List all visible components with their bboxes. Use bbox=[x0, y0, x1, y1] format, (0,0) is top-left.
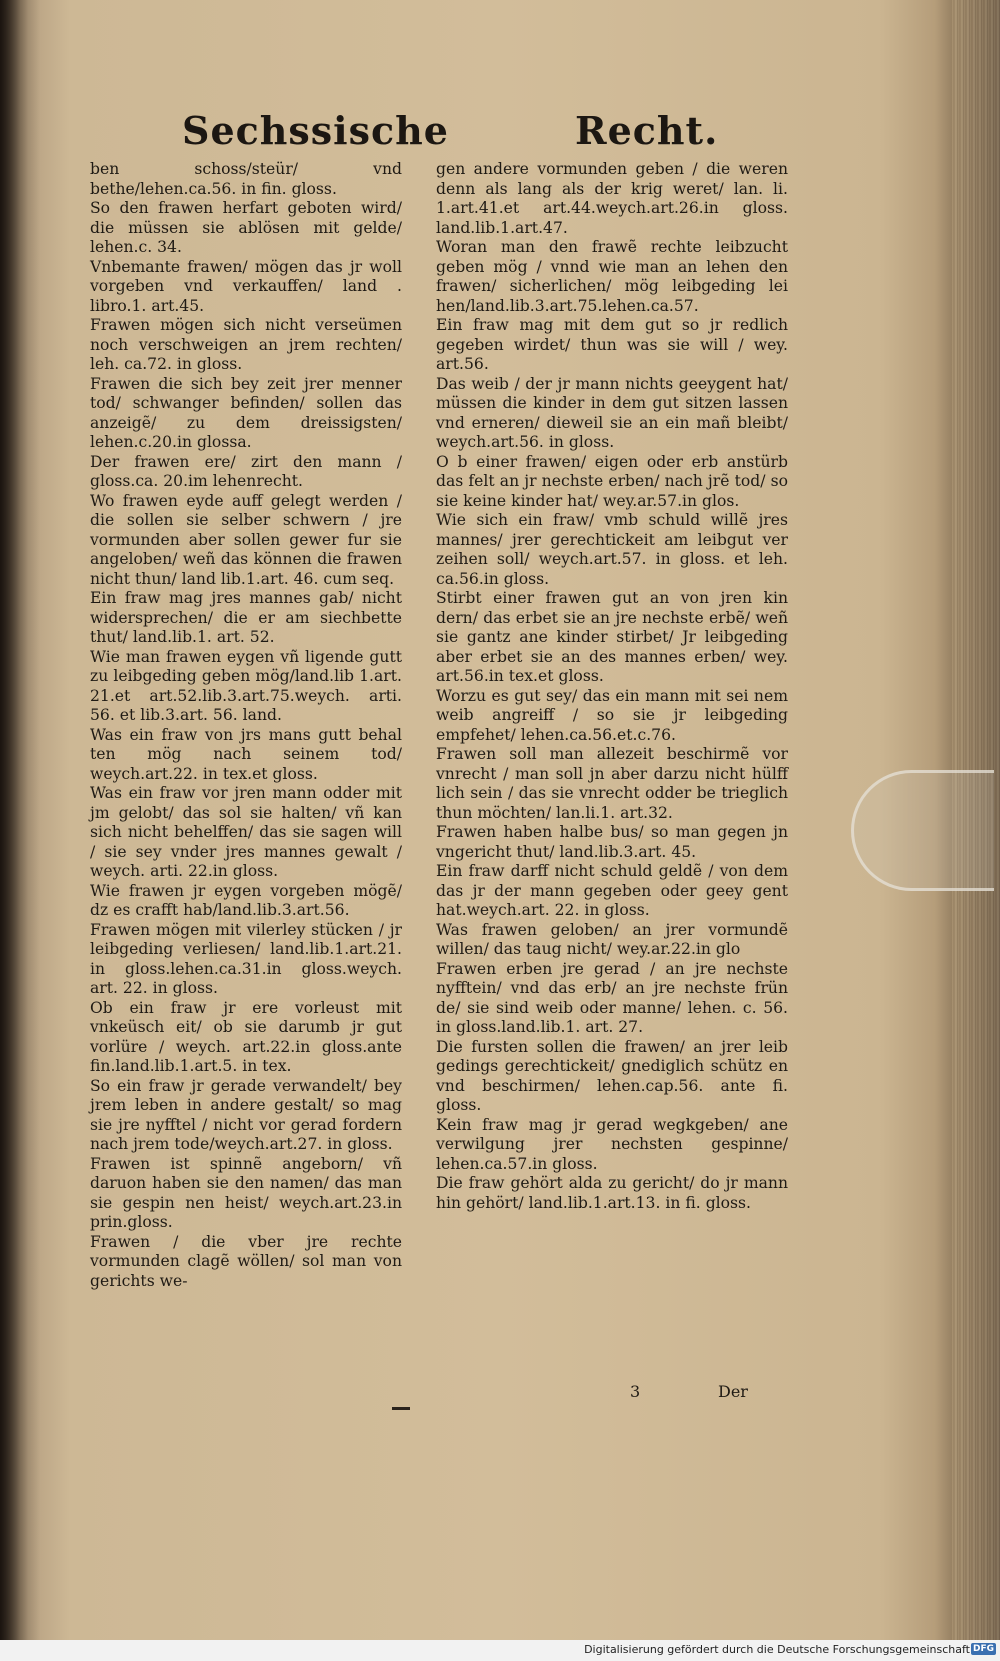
index-entry: Ob ein fraw jr ere vorleust mit vnkeüsch eit/ ob sie darumb jr gut vorlüre / weych. art.22.in gloss.ante fin.land.lib.1.art.5. in tex. bbox=[90, 998, 402, 1075]
index-entry: Woran man den frawẽ rechte leibzucht geben mög / vnnd wie man an lehen den frawen/ sicherlichen/ mög leibgeding lei hen/land.lib.3.art.75.lehen.ca.57. bbox=[436, 238, 788, 315]
index-entry: gen andere vormunden geben / die weren denn als lang als der krig weret/ lan. li. 1.art.41.et art.44.weych.art.26.in gloss. land.lib.1.art.47. bbox=[436, 160, 788, 237]
book-gutter bbox=[0, 0, 40, 1640]
index-entry: Das weib / der jr mann nichts geeygent hat/ müssen die kinder in dem gut sitzen lassen vnd erneren/ dieweil sie an ein mañ bleibt/ weych.art.56. in gloss. bbox=[436, 374, 788, 451]
clasp-strap bbox=[851, 770, 994, 891]
index-entry: Die fraw gehört alda zu gericht/ do jr mann hin gehört/ land.lib.1.art.13. in fi. gloss. bbox=[436, 1174, 788, 1212]
index-entry: Ein fraw mag jres mannes gab/ nicht widersprechen/ die er am siechbette thut/ land.lib.1. art. 52. bbox=[90, 589, 402, 646]
running-header-left: Sechssische bbox=[182, 108, 449, 153]
index-entry: Was ein fraw von jrs mans gutt behal ten mög nach seinem tod/ weych.art.22. in tex.et gloss. bbox=[90, 725, 402, 783]
running-header-right: Recht. bbox=[575, 108, 719, 153]
index-entry: Wie frawen jr eygen vorgeben mögẽ/ dz es crafft hab/land.lib.3.art.56. bbox=[90, 881, 402, 919]
catchword: Der bbox=[718, 1382, 748, 1401]
index-entry: O b einer frawen/ eigen oder erb anstürb das felt an jr nechste erben/ nach jrẽ tod/ so sie keine kinder hat/ wey.ar.57.in glos. bbox=[436, 452, 788, 510]
index-entry: Die fursten sollen die frawen/ an jrer leib gedings gerechtickeit/ gnediglich schütz en vnd beschirmen/ lehen.cap.56. ante fi. gloss. bbox=[436, 1037, 788, 1114]
index-entry: Wie man frawen eygen vñ ligende gutt zu leibgeding geben mög/land.lib 1.art. 21.et art.52.lib.3.art.75.weych. arti. 56. et lib.3.art. 56. land. bbox=[90, 647, 402, 724]
index-entry: Worzu es gut sey/ das ein mann mit sei nem weib angreiff / so sie jr leibgeding empfehet/ lehen.ca.56.et.c.76. bbox=[436, 686, 788, 744]
index-entry: So ein fraw jr gerade verwandelt/ bey jrem leben in andere gestalt/ so mag sie jre nyfftel / nicht vor gerad fordern nach jrem tode/weych.art.27. in gloss. bbox=[90, 1076, 402, 1153]
printer-mark bbox=[392, 1407, 410, 1410]
index-entry: Frawen die sich bey zeit jrer menner tod/ schwanger befinden/ sollen das anzeigẽ/ zu dem dreissigsten/ lehen.c.20.in glossa. bbox=[90, 374, 402, 451]
dfg-logo: DFG bbox=[972, 1644, 994, 1654]
index-entry: Frawen mögen mit vilerley stücken / jr leibgeding verliesen/ land.lib.1.art.21. in gloss.lehen.ca.31.in gloss.weych. art. 22. in gloss. bbox=[90, 920, 402, 997]
index-entry: Frawen / die vber jre rechte vormunden clagẽ wöllen/ sol man von gerichts we- bbox=[90, 1232, 402, 1290]
index-entry: Ein fraw darff nicht schuld geldẽ / von dem das jr der mann gegeben oder geey gent hat.weych.art. 22. in gloss. bbox=[436, 862, 788, 919]
index-entry: Der frawen ere/ zirt den mann / gloss.ca. 20.im lehenrecht. bbox=[90, 452, 402, 490]
index-entry: Wie sich ein fraw/ vmb schuld willẽ jres mannes/ jrer gerechtickeit am leibgut ver zeihen soll/ weych.art.57. in gloss. et leh. ca.56.in gloss. bbox=[436, 511, 788, 588]
index-entry: Stirbt einer frawen gut an von jren kin dern/ das erbet sie an jre nechste erbẽ/ weñ sie gantz ane kinder stirbet/ Jr leibgeding aber erbet sie an des mannes erben/ wey. art.56.in tex.et gloss. bbox=[436, 589, 788, 685]
index-entry: Kein fraw mag jr gerad wegkgeben/ ane verwilgung jrer nechsten gespinne/ lehen.ca.57.in gloss. bbox=[436, 1115, 788, 1173]
index-entry: Vnbemante frawen/ mögen das jr woll vorgeben vnd verkauffen/ land . libro.1. art.45. bbox=[90, 257, 402, 315]
index-entry: Frawen soll man allezeit beschirmẽ vor vnrecht / man soll jn aber darzu nicht hülff lich sein / das sie vnrecht odder be trieglich thun möchten/ lan.li.1. art.32. bbox=[436, 745, 788, 822]
index-entry: Was ein fraw vor jren mann odder mit jm gelobt/ das sol sie halten/ vñ kan sich nicht behelffen/ das sie sagen will / sie sey vnder jres mannes gewalt / weych. arti. 22.in gloss. bbox=[90, 784, 402, 880]
index-entry: Frawen erben jre gerad / an jre nechste nyfftein/ vnd das erb/ an jre nechste frün de/ sie sind weib oder manne/ lehen. c. 56. in gloss.land.lib.1. art. 27. bbox=[436, 959, 788, 1036]
page-number: 3 bbox=[630, 1382, 641, 1401]
index-entry: Frawen haben halbe bus/ so man gegen jn vngericht thut/ land.lib.3.art. 45. bbox=[436, 823, 788, 861]
funding-notice: Digitalisierung gefördert durch die Deutsche Forschungsgemeinschaft bbox=[584, 1643, 970, 1656]
index-entry: Wo frawen eyde auff gelegt werden / die sollen sie selber schwern / jre vormunden aber sollen gewer fur sie angeloben/ weñ das können die frawen nicht thun/ land lib.1.art. 46. cum seq. bbox=[90, 491, 402, 588]
footer-bar bbox=[0, 1640, 1000, 1661]
index-entry: Was frawen geloben/ an jrer vormundẽ willen/ das taug nicht/ wey.ar.22.in glo bbox=[436, 920, 788, 958]
index-entry: Frawen ist spinnẽ angeborn/ vñ daruon haben sie den namen/ das man sie gespin nen heist/ weych.art.23.in prin.gloss. bbox=[90, 1154, 402, 1231]
left-column bbox=[90, 160, 402, 1291]
right-column bbox=[436, 160, 788, 1213]
index-entry: ben schoss/steür/ vnd bethe/lehen.ca.56. in fin. gloss. bbox=[90, 160, 402, 198]
index-entry: So den frawen herfart geboten wird/ die müssen sie ablösen mit gelde/ lehen.c. 34. bbox=[90, 199, 402, 256]
index-entry: Ein fraw mag mit dem gut so jr redlich gegeben wirdet/ thun was sie will / wey. art.56. bbox=[436, 316, 788, 373]
index-entry: Frawen mögen sich nicht verseümen noch verschweigen an jrem rechten/ leh. ca.72. in gloss. bbox=[90, 316, 402, 373]
